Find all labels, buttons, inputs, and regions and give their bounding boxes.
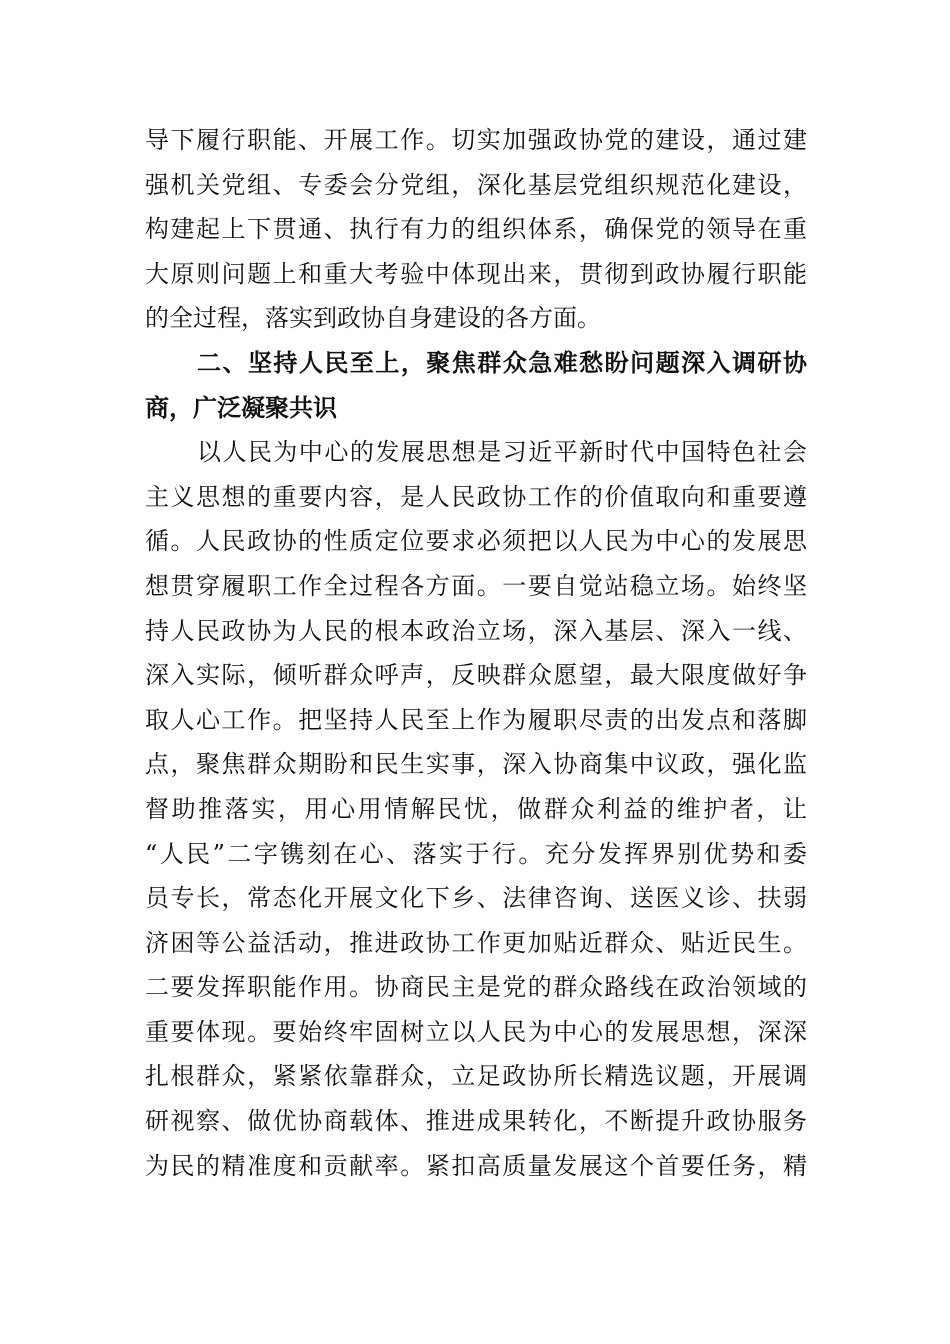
text-line: 大原则问题上和重大考验中体现出来，贯彻到政协履行职能 <box>145 259 807 288</box>
text-line: 导下履行职能、开展工作。切实加强政协党的建设，通过建 <box>145 126 807 154</box>
text-line: 督助推落实，用心用情解民忧，做群众利益的维护者，让 <box>145 794 807 823</box>
text-line: 扎根群众，紧紧依靠群众，立足政协所长精选议题，开展调 <box>145 1062 807 1091</box>
section-heading <box>145 341 807 430</box>
text-line: 员专长，常态化开展文化下乡、法律咨询、送医义诊、扶弱 <box>145 884 807 913</box>
text-line: 以人民为中心的发展思想是习近平新时代中国特色社会 <box>197 438 807 467</box>
text-line: “人民”二字镌刻在心、落实于行。充分发挥界别优势和委 <box>145 839 807 868</box>
heading-line: 商，广泛凝聚共识 <box>145 393 337 422</box>
text-line: 研视察、做优协商载体、推进成果转化，不断提升政协服务 <box>145 1107 807 1136</box>
text-line: 重要体现。要始终牢固树立以人民为中心的发展思想，深深 <box>145 1017 807 1046</box>
text-line: 主义思想的重要内容，是人民政协工作的价值取向和重要遵 <box>145 482 807 511</box>
text-line: 点，聚焦群众期盼和民生实事，深入协商集中议政，强化监 <box>145 750 807 779</box>
text-line: 济困等公益活动，推进政协工作更加贴近群众、贴近民生。 <box>145 928 807 957</box>
text-line: 的全过程，落实到政协自身建设的各方面。 <box>145 304 601 333</box>
text-line: 为民的精准度和贡献率。紧扣高质量发展这个首要任务，精 <box>145 1151 807 1180</box>
text-line: 取人心工作。把坚持人民至上作为履职尽责的出发点和落脚 <box>145 705 807 734</box>
text-line: 持人民政协为人民的根本政治立场，深入基层、深入一线、 <box>145 616 807 645</box>
text-line: 强机关党组、专委会分党组，深化基层党组织规范化建设， <box>145 170 807 199</box>
paragraph-body <box>145 430 807 1188</box>
text-line: 深入实际，倾听群众呼声，反映群众愿望，最大限度做好争 <box>145 661 807 690</box>
paragraph-continuation <box>145 118 807 341</box>
text-line: 循。人民政协的性质定位要求必须把以人民为中心的发展思 <box>145 527 807 556</box>
text-line: 二要发挥职能作用。协商民主是党的群众路线在政治领域的 <box>145 973 807 1002</box>
text-line: 构建起上下贯通、执行有力的组织体系，确保党的领导在重 <box>145 215 807 244</box>
heading-line: 二、坚持人民至上，聚焦群众急难愁盼问题深入调研协 <box>197 348 807 377</box>
document-page <box>145 118 807 1188</box>
text-line: 想贯穿履职工作全过程各方面。一要自觉站稳立场。始终坚 <box>145 571 807 600</box>
